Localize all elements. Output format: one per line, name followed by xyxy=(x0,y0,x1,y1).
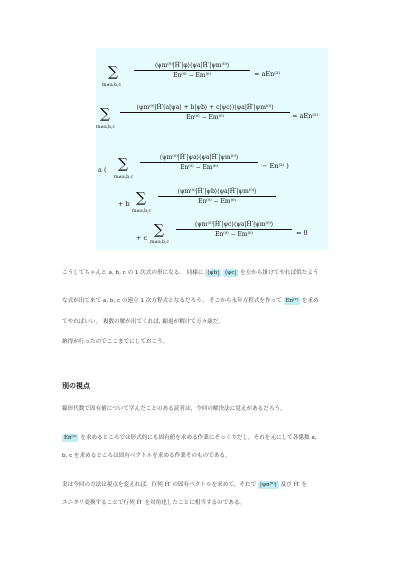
paragraph-line xyxy=(62,268,318,277)
denominator: En⁽⁰⁾ − Em⁽⁰⁾ xyxy=(215,231,253,238)
inline-math: En⁽²⁾ xyxy=(64,434,77,441)
text: な式が出て来て a, b, c の連立 1 次方程式となるだろう。 そこから永年方程式を作って xyxy=(62,298,282,304)
text: を xyxy=(301,482,308,488)
text: 及び xyxy=(280,482,292,488)
coefficient-b: + b xyxy=(118,200,130,208)
fraction xyxy=(158,188,276,205)
paragraph-line: b, c を求めるところは固有ベクトルを求める作業そのものである。 xyxy=(62,453,231,459)
inline-math: Ĥ′ xyxy=(136,500,143,506)
paragraph-line: てやればいい。 複数の解が出てくれば, 縮退が解けて万々歳だ。 xyxy=(62,319,224,325)
sum-symbol: ∑ xyxy=(108,64,118,80)
numerator: ⟨ψm⁽⁰⁾|Ĥ′|ψb⟩⟨ψa|Ĥ′|ψm⁽⁰⁾⟩ xyxy=(177,188,257,195)
inline-math: ⟨ψc| xyxy=(224,269,237,276)
fraction xyxy=(134,62,250,79)
fraction xyxy=(176,221,292,238)
sum-subscript: m≠a,b,c xyxy=(96,125,115,130)
paragraph-line: 線形代数で固有値について学んだことのある読者は，今回の解決法に覚えがあるだろう。 xyxy=(62,406,286,412)
denominator: En⁽⁰⁾ − Em⁽⁰⁾ xyxy=(180,164,218,171)
sum-subscript: m≠a,b,c xyxy=(132,209,151,214)
paragraph-line xyxy=(62,498,245,506)
numerator: ⟨ψm⁽⁰⁾|Ĥ′|φ⟩⟨ψa|Ĥ′|ψm⁽⁰⁾⟩ xyxy=(154,62,230,69)
fraction xyxy=(140,154,258,171)
fraction-bar xyxy=(134,70,250,71)
rhs: = aEn⁽²⁾ xyxy=(292,112,319,120)
sum-symbol: ∑ xyxy=(100,106,110,122)
tail: = 0 xyxy=(296,229,308,237)
paragraph-line xyxy=(62,480,307,489)
sum-subscript: m≠a,b,c xyxy=(150,240,169,245)
numerator: ⟨ψm⁽⁰⁾|Ĥ′(a|ψa⟩ + b|ψb⟩ + c|ψc⟩)⟨ψa|Ĥ′|ψm⁽⁰⁾⟩ xyxy=(136,104,274,111)
sum-symbol: ∑ xyxy=(118,156,128,172)
paragraph-line: 納得が行ったのでここまでにしておこう。 xyxy=(62,339,169,345)
fraction xyxy=(120,104,290,121)
coefficient-c: + c xyxy=(136,234,148,242)
fraction-bar xyxy=(140,162,258,163)
inline-math: Ĥ′ xyxy=(164,482,171,488)
sum-symbol: ∑ xyxy=(136,190,146,206)
paragraph-line xyxy=(62,296,319,305)
rhs: = aEn⁽²⁾ xyxy=(254,70,281,78)
inline-math: |ψn⁽⁰⁾⟩ xyxy=(260,481,277,488)
text: の固有ベクトルを求めて，それで xyxy=(172,482,257,488)
fraction-bar xyxy=(120,112,290,113)
inline-math: Ĥ′ xyxy=(293,482,300,488)
inline-math: En⁽²⁾ xyxy=(285,297,299,304)
inline-math: ⟨ψb| xyxy=(207,269,220,276)
numerator: ⟨ψm⁽⁰⁾|Ĥ′|ψa⟩⟨ψa|Ĥ′|ψm⁽⁰⁾⟩ xyxy=(159,154,239,161)
denominator: En⁽⁰⁾ − Em⁽⁰⁾ xyxy=(173,72,211,79)
text: を対角化したことに相当するのである。 xyxy=(144,500,246,506)
section-heading: 別の視点 xyxy=(62,382,90,390)
paragraph-line xyxy=(62,433,317,442)
sum-subscript: m≠a,b,c xyxy=(102,83,121,88)
text: こうしてちゃんと a, b, c の 1 次式の形になる。 同様に xyxy=(62,270,204,276)
text: を求め xyxy=(301,298,319,304)
numerator: ⟨ψm⁽⁰⁾|Ĥ′|ψc⟩⟨ψa|Ĥ′|ψm⁽⁰⁾⟩ xyxy=(194,221,274,228)
coefficient-a: a ( xyxy=(98,166,107,174)
sum-symbol: ∑ xyxy=(154,222,164,238)
fraction-bar xyxy=(176,229,292,230)
tail: − En⁽²⁾ ) xyxy=(262,162,289,170)
fraction-bar xyxy=(158,196,276,197)
text: を左から掛けてやれば似たよう xyxy=(240,270,319,276)
text: を求めるところでは形式的にも固有値を求める作業にそっくりだし，それを元にして各係数 a, xyxy=(80,435,317,441)
equation-block xyxy=(96,48,328,250)
sum-subscript: m≠a,b,c xyxy=(114,175,133,180)
text: 実は今回の方法は視点を変えれば，行列 xyxy=(62,482,163,488)
denominator: En⁽⁰⁾ − Em⁽⁰⁾ xyxy=(198,198,236,205)
denominator: En⁽⁰⁾ − Em⁽⁰⁾ xyxy=(186,114,224,121)
text: ユニタリ変換することで行列 xyxy=(62,500,135,506)
